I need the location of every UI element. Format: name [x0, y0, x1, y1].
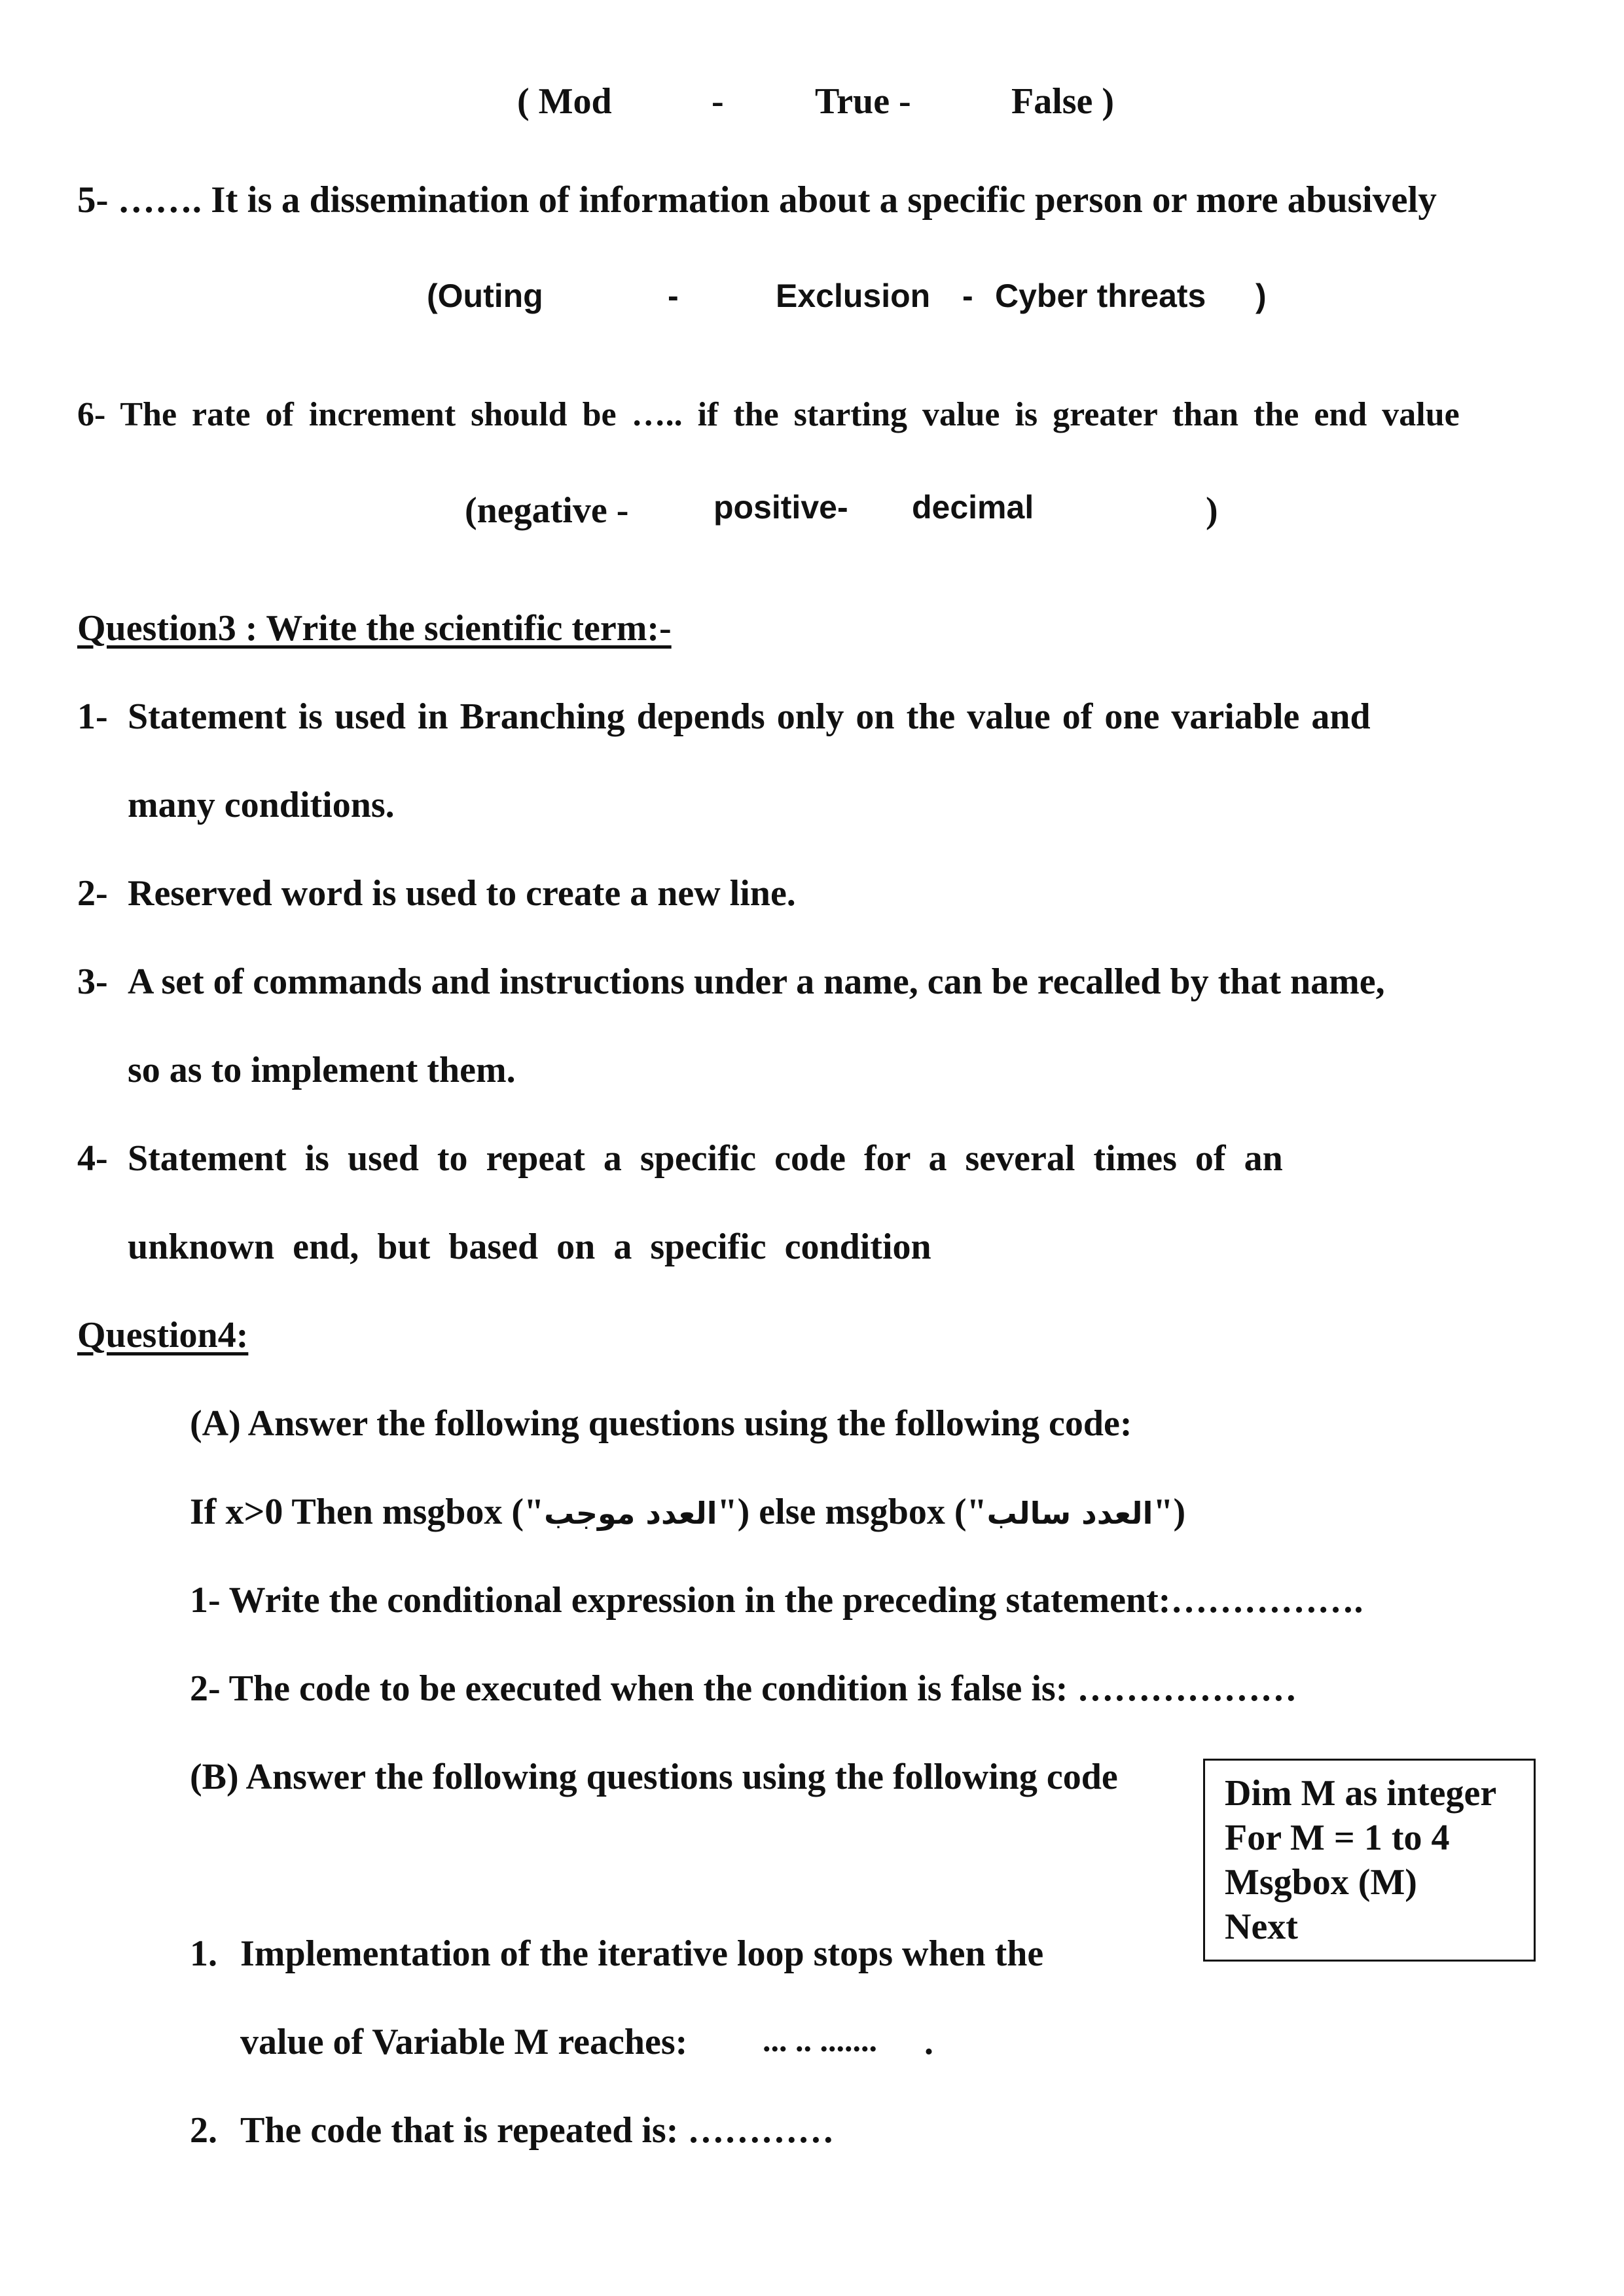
question4-title: Question4: [77, 1315, 249, 1355]
q3-item-2-line1: Reserved word is used to create a new line. [128, 873, 796, 914]
choice-separator: - [962, 278, 973, 314]
q4-part-a-code [190, 1494, 1185, 1530]
answer-blank-dot: . [924, 2022, 933, 2062]
q4-part-b-question-2-number: 2. [190, 2110, 217, 2151]
code-suffix: ") [1153, 1492, 1186, 1532]
q3-item-1-number: 1- [77, 696, 108, 737]
choice-close-paren: ) [1255, 278, 1267, 314]
code-box [1203, 1759, 1536, 1962]
code-line: Next [1225, 1907, 1298, 1947]
q4-part-b-heading: (B) Answer the following questions using the following code [190, 1757, 1118, 1797]
question3-title: Question3 : Write the scientific term:- [77, 608, 672, 649]
q3-item-3-number: 3- [77, 961, 108, 1002]
code-line: Msgbox (M) [1225, 1862, 1417, 1903]
choice-negative: (negative - [465, 490, 629, 531]
code-prefix: If x>0 Then msgbox (" [190, 1492, 545, 1532]
q3-item-2-number: 2- [77, 873, 108, 914]
question-item-5: 5- ……. It is a dissemination of information about a specific person or more abusively [77, 179, 1437, 221]
q3-item-4-line2: unknown end, but based on a specific condition [128, 1227, 931, 1267]
q3-item-1-line2: many conditions. [128, 785, 395, 825]
choice-true: True - [815, 81, 911, 122]
q4-part-a-heading: (A) Answer the following questions using the following code: [190, 1403, 1132, 1444]
q4-part-b-question-2: The code that is repeated is: ………… [240, 2110, 835, 2151]
q4-part-a-question-2: 2- The code to be executed when the condition is false is: ……………… [190, 1668, 1297, 1709]
q3-item-3-line2: so as to implement them. [128, 1050, 516, 1090]
choice-false: False ) [1011, 81, 1115, 122]
answer-blank: ... .. ....... [763, 2022, 877, 2058]
q4-part-a-question-1: 1- Write the conditional expression in the preceding statement:……………. [190, 1580, 1363, 1621]
q3-item-4-line1: Statement is used to repeat a specific code for a several times of an [128, 1138, 1283, 1179]
arabic-negative-text: العدد سالب [986, 1496, 1153, 1531]
code-line: For M = 1 to 4 [1225, 1818, 1450, 1858]
code-mid: ") else msgbox (" [717, 1492, 987, 1532]
q3-item-4-number: 4- [77, 1138, 108, 1179]
choice-decimal: decimal [912, 489, 1034, 526]
choice-close-paren: ) [1206, 490, 1218, 531]
q4-part-b-question-1-line1: Implementation of the iterative loop stops when the [240, 1933, 1044, 1974]
code-line: Dim M as integer [1225, 1773, 1497, 1814]
question-item-6 [77, 398, 1537, 432]
choice-separator: - [712, 81, 724, 122]
arabic-positive-text: العدد موجب [544, 1496, 717, 1531]
q3-item-1-line1: Statement is used in Branching depends only on the value of one variable and [128, 696, 1371, 737]
choice-cyber-threats: Cyber threats [995, 278, 1206, 314]
choice-separator: - [668, 278, 679, 314]
q4-part-b-question-1-line2: value of Variable M reaches: [240, 2022, 688, 2062]
choice-outing: (Outing [427, 278, 543, 314]
q3-item-3-line1: A set of commands and instructions under a name, can be recalled by that name, [128, 961, 1385, 1002]
choice-exclusion: Exclusion [776, 278, 931, 314]
choice-mod: ( Mod [517, 81, 612, 122]
q4-part-b-question-1-number: 1. [190, 1933, 217, 1974]
choice-positive: positive- [713, 489, 848, 526]
question-item-6-text: 6- The rate of increment should be ….. if the starting value is greater than the end value [77, 396, 1460, 433]
